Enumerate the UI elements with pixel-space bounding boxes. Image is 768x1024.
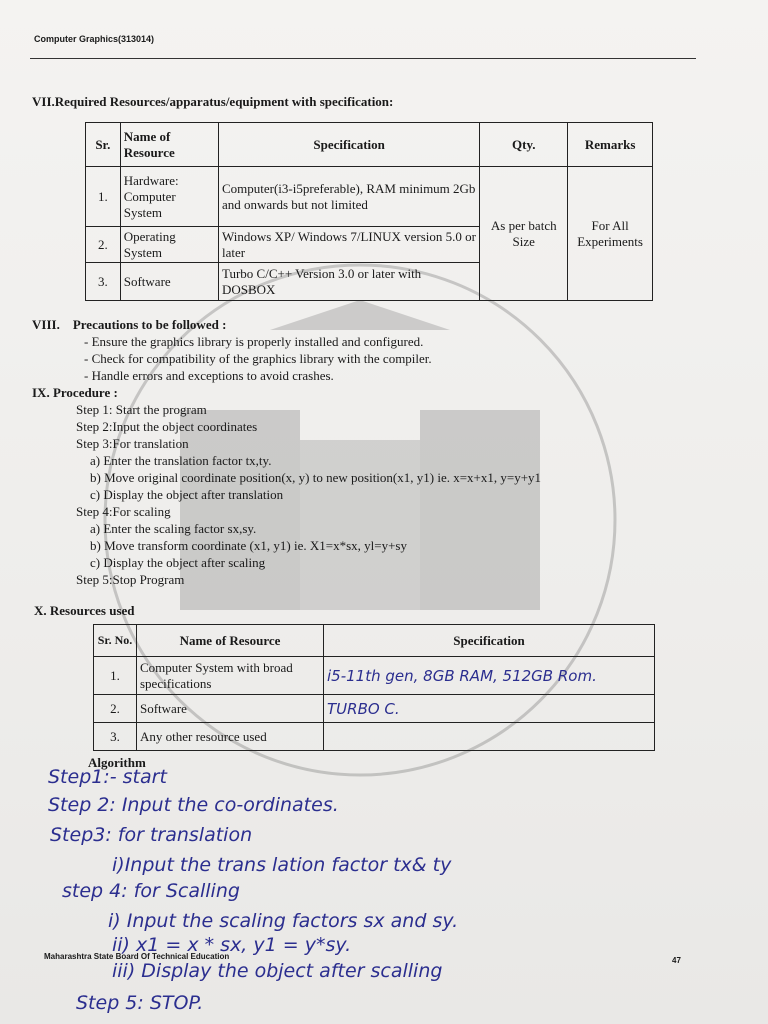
cell-sr: 3. <box>94 723 137 751</box>
handwritten-line: step 4: for Scalling <box>62 880 240 902</box>
col-spec: Specification <box>324 625 655 657</box>
list-item: - Ensure the graphics library is properly installed and configured. <box>84 334 424 349</box>
col-sr: Sr. <box>86 123 121 167</box>
section-9-title: IX. Procedure : <box>32 385 118 400</box>
table-row <box>86 167 653 227</box>
handwritten-line: Step 5: STOP. <box>76 992 204 1014</box>
cell-sr: 2. <box>86 227 121 263</box>
table-row <box>94 723 655 751</box>
cell-sr: 3. <box>86 263 121 301</box>
algorithm-title: Algorithm <box>88 755 146 770</box>
cell-spec-handwritten: TURBO C. <box>324 695 655 723</box>
precautions-section <box>32 316 432 384</box>
cell-spec: Windows XP/ Windows 7/LINUX version 5.0 or later <box>218 227 479 263</box>
cell-name: Computer System with broad specifications <box>137 657 324 695</box>
list-item: b) Move original coordinate position(x, y) to new position(x1, y1) ie. x=x+x1, y=y+y1 <box>90 470 542 485</box>
col-name: Name of Resource <box>120 123 218 167</box>
header-divider <box>30 58 696 59</box>
handwritten-line: ii) x1 = x * sx, y1 = y*sy. <box>112 934 352 956</box>
col-remarks: Remarks <box>568 123 653 167</box>
list-item: c) Display the object after scaling <box>90 555 266 570</box>
procedure-section <box>32 384 541 588</box>
cell-spec: Turbo C/C++ Version 3.0 or later with DOSBOX <box>218 263 479 301</box>
cell-name: Software <box>120 263 218 301</box>
handwritten-line: i)Input the trans lation factor tx& ty <box>112 854 452 876</box>
handwritten-line: i) Input the scaling factors sx and sy. <box>108 910 459 932</box>
col-spec: Specification <box>218 123 479 167</box>
cell-spec-handwritten: i5-11th gen, 8GB RAM, 512GB Rom. <box>324 657 655 695</box>
list-item: Step 3:For translation <box>76 436 189 451</box>
cell-qty: As per batch Size <box>480 167 568 301</box>
cell-sr: 2. <box>94 695 137 723</box>
list-item: c) Display the object after translation <box>90 487 284 502</box>
section-8-title: Precautions to be followed : <box>72 317 227 332</box>
cell-spec <box>324 723 655 751</box>
required-resources-table <box>85 122 653 301</box>
cell-name: Operating System <box>120 227 218 263</box>
cell-name: Hardware: Computer System <box>120 167 218 227</box>
col-sr: Sr. No. <box>94 625 137 657</box>
table-row <box>94 695 655 723</box>
cell-name: Software <box>137 695 324 723</box>
cell-remarks: For All Experiments <box>568 167 653 301</box>
handwritten-line: Step1:- start <box>48 766 167 788</box>
footer-board-name: Maharashtra State Board Of Technical Education <box>44 952 230 961</box>
resources-used-table <box>93 624 655 751</box>
cell-spec: Computer(i3-i5preferable), RAM minimum 2Gb and onwards but not limited <box>218 167 479 227</box>
list-item: Step 2:Input the object coordinates <box>76 419 258 434</box>
section-7-title: VII.Required Resources/apparatus/equipment with specification: <box>32 94 394 109</box>
list-item: Step 1: Start the program <box>76 402 207 417</box>
list-item: a) Enter the translation factor tx,ty. <box>90 453 272 468</box>
list-item: Step 5:Stop Program <box>76 572 185 587</box>
list-item: b) Move transform coordinate (x1, y1) ie. X1=x*sx, yl=y+sy <box>90 538 407 553</box>
col-name: Name of Resource <box>137 625 324 657</box>
handwritten-line: iii) Display the object after scalling <box>112 960 443 982</box>
page-header: Computer Graphics(313014) <box>34 34 155 44</box>
list-item: a) Enter the scaling factor sx,sy. <box>90 521 257 536</box>
section-8-number: VIII. <box>32 317 60 332</box>
handwritten-line: Step3: for translation <box>50 824 253 846</box>
cell-sr: 1. <box>86 167 121 227</box>
section-10-title: X. Resources used <box>34 603 135 618</box>
cell-sr: 1. <box>94 657 137 695</box>
cell-name: Any other resource used <box>137 723 324 751</box>
col-qty: Qty. <box>480 123 568 167</box>
list-item: Step 4:For scaling <box>76 504 171 519</box>
page-number: 47 <box>672 956 681 965</box>
handwritten-line: Step 2: Input the co-ordinates. <box>48 794 339 816</box>
list-item: - Handle errors and exceptions to avoid crashes. <box>84 368 334 383</box>
list-item: - Check for compatibility of the graphics library with the compiler. <box>84 351 432 366</box>
table-row <box>94 657 655 695</box>
